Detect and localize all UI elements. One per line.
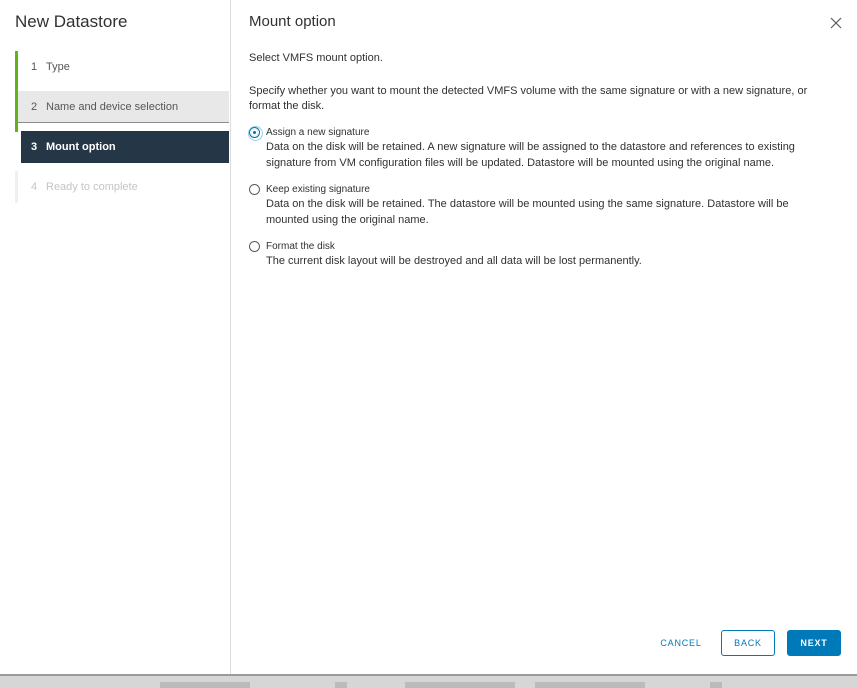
- wizard-step-mount-option[interactable]: [21, 131, 229, 163]
- option-label[interactable]: Keep existing signature: [266, 183, 370, 195]
- option-description: Data on the disk will be retained. The datastore will be mounted using the same signature. Datastore will be mounted using the original name.: [266, 198, 789, 226]
- background-text: [405, 682, 515, 688]
- page-title: Mount option: [249, 13, 336, 30]
- step-number: 3: [31, 141, 38, 153]
- option-label[interactable]: Format the disk: [266, 240, 335, 252]
- wizard-step-type[interactable]: [15, 51, 229, 83]
- close-icon: [829, 16, 843, 30]
- option-description: Data on the disk will be retained. A new signature will be assigned to the datastore and references to existing signature from VM configuration files will be updated. Datastore will be mounted using the original name.: [266, 141, 795, 169]
- wizard-step-ready-to-complete: [15, 171, 229, 203]
- back-button[interactable]: BACK: [721, 630, 775, 656]
- background-text: [160, 682, 250, 688]
- next-button[interactable]: NEXT: [787, 630, 841, 656]
- background-text: [335, 682, 347, 688]
- wizard-steps: [15, 51, 229, 211]
- step-label: Mount option: [46, 141, 116, 153]
- radio-keep-existing-signature[interactable]: [249, 184, 260, 195]
- option-label[interactable]: Assign a new signature: [266, 126, 370, 138]
- option-keep-existing-signature: [249, 181, 839, 228]
- step-number: 4: [31, 181, 38, 193]
- step-number: 2: [31, 100, 38, 113]
- wizard-step-name-and-device[interactable]: [15, 91, 229, 123]
- background-text: [535, 682, 645, 688]
- step-label: Name and device selection: [46, 100, 179, 113]
- wizard-title: New Datastore: [15, 12, 128, 31]
- page-subtitle: Select VMFS mount option.: [249, 52, 383, 64]
- step-label: Type: [46, 61, 70, 73]
- page-description: Specify whether you want to mount the detected VMFS volume with the same signature or with a new signature, or format the disk.: [249, 85, 808, 112]
- wizard-content: [231, 0, 857, 674]
- background-text: [710, 682, 722, 688]
- option-assign-new-signature: [249, 124, 839, 171]
- radio-format-the-disk[interactable]: [249, 241, 260, 252]
- radio-assign-new-signature[interactable]: [249, 127, 260, 138]
- option-description: The current disk layout will be destroyed and all data will be lost permanently.: [266, 255, 642, 267]
- option-format-the-disk: [249, 238, 839, 270]
- step-number: 1: [31, 61, 38, 73]
- background-page-strip: [0, 674, 857, 688]
- step-label: Ready to complete: [46, 181, 138, 193]
- wizard-sidebar: [0, 0, 231, 674]
- cancel-button[interactable]: CANCEL: [660, 638, 702, 648]
- close-button[interactable]: [829, 16, 843, 30]
